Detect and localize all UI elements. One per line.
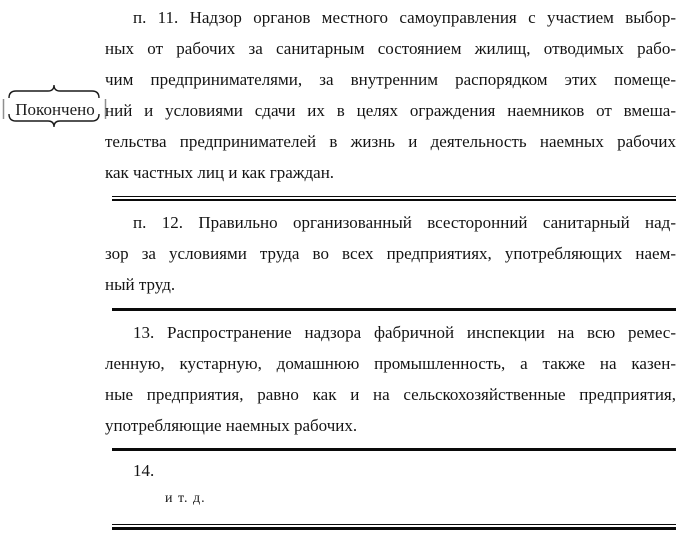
separator-bottom-double-rule (112, 524, 676, 530)
separator-single-rule (112, 448, 676, 451)
text-line: чим предпринимателями, за внутренним распорядком этих помеще- (105, 70, 676, 89)
separator-single-rule (112, 308, 676, 311)
text-line: ных от рабочих за санитарным состоянием жилищ, отводимых рабо- (105, 39, 676, 58)
text-line: как частных лиц и как граждан. (105, 163, 335, 182)
text-line: 13. Распространение надзора фабричной инспекции на всю ремес- (133, 323, 676, 342)
text-line: ные предприятия, равно как и на сельскохозяйственные предприятия, (105, 385, 676, 404)
text-line: зор за условиями труда во всех предприятиях, употребляющих наем- (105, 244, 676, 263)
separator-double-rule (112, 196, 676, 201)
margin-note-label: Покончено (15, 100, 95, 119)
etc-label: и т. д. (165, 491, 206, 506)
text-line: тельства предпринимателей в жизнь и деятельность наемных рабочих (105, 132, 676, 151)
text-line: п. 11. Надзор органов местного самоуправления с участием выбор- (133, 8, 676, 27)
text-line: ленную, кустарную, домашнюю промышленность, а также на казен- (105, 354, 676, 373)
text-line: п. 12. Правильно организованный всесторонний санитарный над- (133, 213, 676, 232)
item-14-number: 14. (133, 461, 155, 480)
margin-note (0, 84, 110, 134)
paragraph-12 (105, 207, 676, 300)
paragraph-13 (105, 317, 676, 441)
text-line: ный труд. (105, 275, 176, 294)
text-line: употребляющие наемных рабочих. (105, 416, 358, 435)
text-column (105, 2, 676, 530)
text-line: ний и условиями сдачи их в целях ограждения наемников от вмеша- (105, 101, 676, 120)
paragraph-11 (105, 2, 676, 188)
